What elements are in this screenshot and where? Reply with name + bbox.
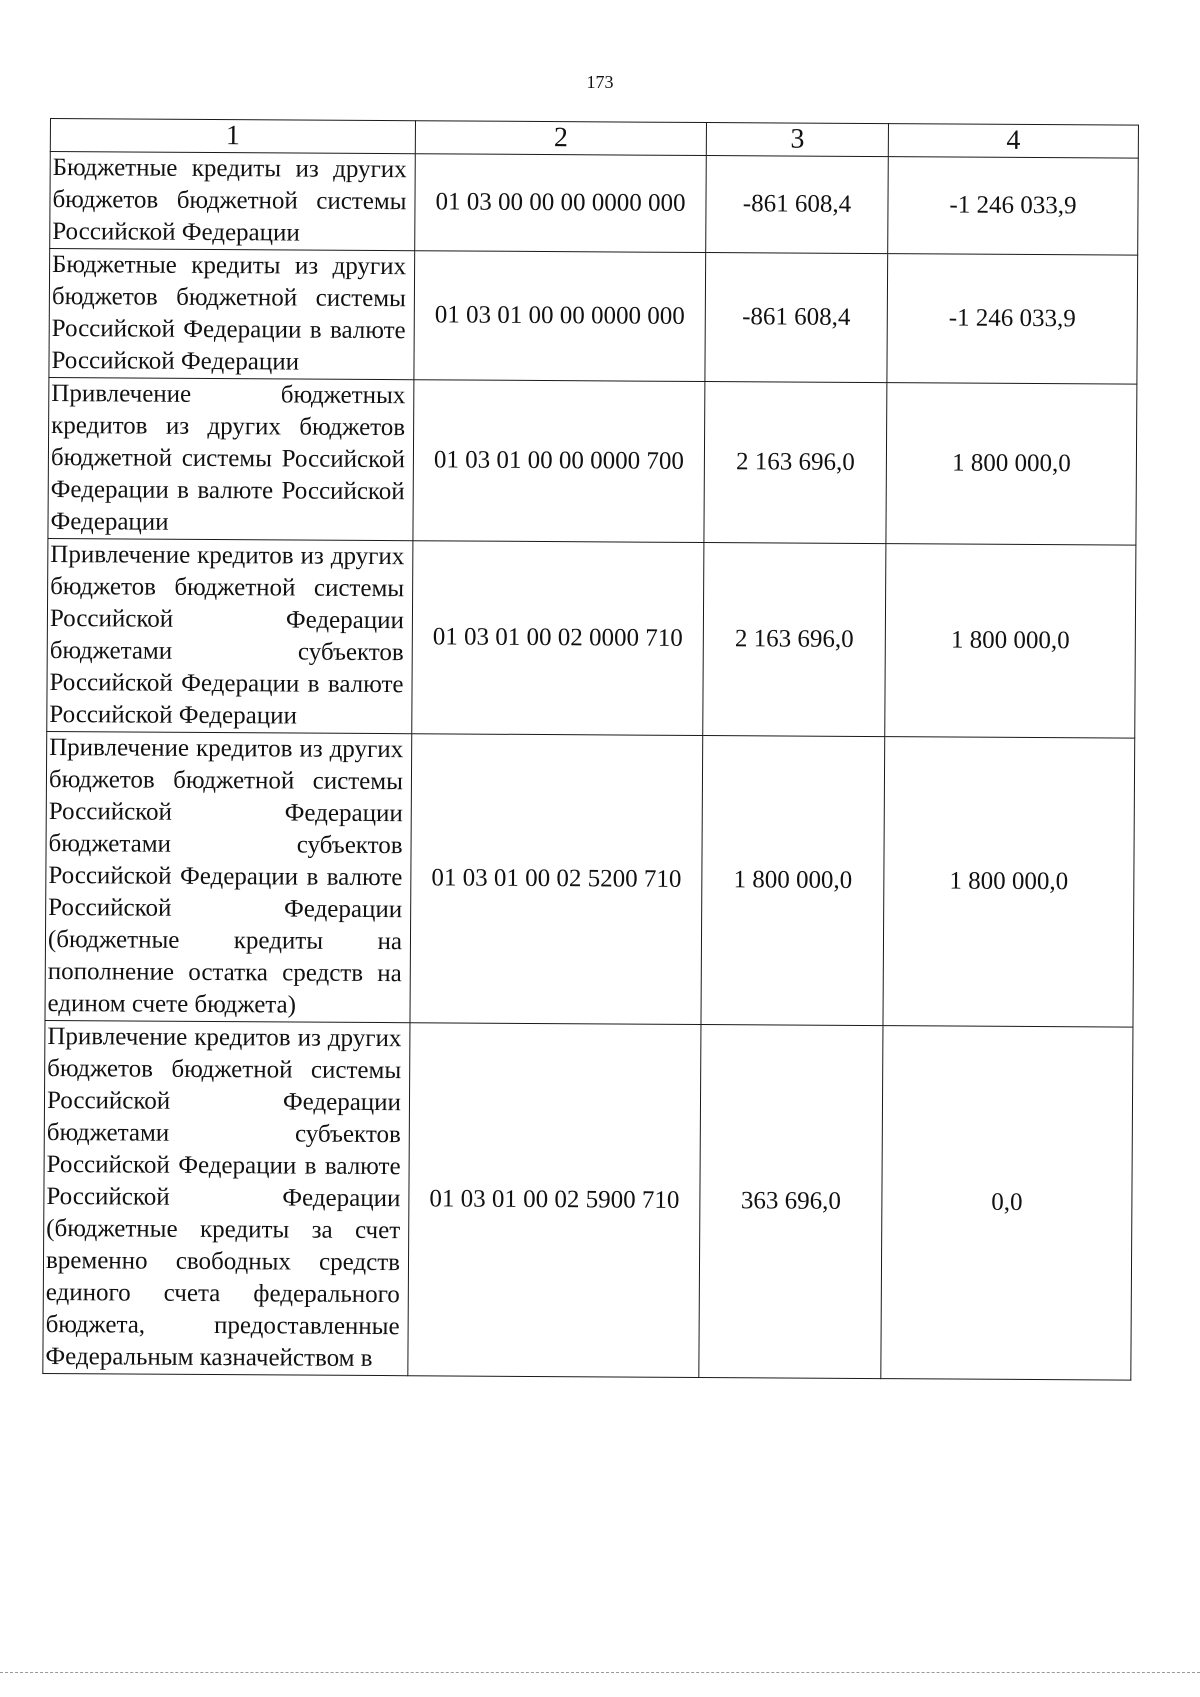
row-name-cell: Привлечение бюджетных кредитов из других бюджетов бюджетной системы Российской Федерации в валюте Российской Федерации (48, 377, 414, 540)
column-header-1: 1 (50, 119, 415, 154)
row-code-cell: 01 03 01 00 02 5200 710 (410, 734, 703, 1025)
row-value-3-cell: 363 696,0 (699, 1024, 883, 1378)
table-row (49, 249, 1138, 385)
page-number: 173 (586, 72, 614, 92)
table-row (48, 377, 1137, 545)
row-code-cell: 01 03 00 00 00 0000 000 (415, 154, 707, 253)
row-value-4-cell: -1 246 033,9 (887, 254, 1138, 385)
table-row (50, 152, 1139, 256)
row-code-cell: 01 03 01 00 00 0000 000 (414, 251, 706, 382)
row-value-3-cell: 1 800 000,0 (701, 735, 885, 1025)
row-value-3-cell: -861 608,4 (705, 253, 888, 383)
row-value-4-cell: 1 800 000,0 (883, 737, 1135, 1028)
row-value-4-cell: 0,0 (881, 1026, 1133, 1381)
table-row (47, 538, 1136, 738)
column-header-3: 3 (706, 123, 888, 157)
table-row (45, 731, 1135, 1027)
column-header-4: 4 (888, 124, 1138, 159)
row-name-cell: Бюджетные кредиты из других бюджетов бюджетной системы Российской Федерации в валюте Российской Федерации (49, 249, 415, 380)
page-bottom-rule (0, 1672, 1200, 1673)
row-name-cell: Бюджетные кредиты из других бюджетов бюджетной системы Российской Федерации (50, 152, 416, 251)
row-value-3-cell: 2 163 696,0 (704, 382, 887, 544)
row-value-4-cell: -1 246 033,9 (888, 157, 1139, 256)
row-code-cell: 01 03 01 00 00 0000 700 (413, 380, 705, 543)
row-value-4-cell: 1 800 000,0 (886, 383, 1137, 546)
row-code-cell: 01 03 01 00 02 0000 710 (412, 541, 704, 736)
row-name-cell: Привлечение кредитов из других бюджетов бюджетной системы Российской Федерации бюджетами субъектов Российской Федерации в валюте Российской Федерации (47, 538, 413, 733)
row-code-cell: 01 03 01 00 02 5900 710 (408, 1023, 701, 1378)
budget-credits-table (42, 118, 1139, 1381)
row-name-cell: Привлечение кредитов из других бюджетов бюджетной системы Российской Федерации бюджетами субъектов Российской Федерации в валюте Российской Федерации (бюджетные кредиты за счет временно свободных средств единого счета федерального бюджета, предоставленные Федеральным казначейством в (43, 1020, 410, 1375)
row-value-3-cell: -861 608,4 (706, 156, 889, 254)
column-header-2: 2 (415, 121, 706, 156)
row-name-cell: Привлечение кредитов из других бюджетов бюджетной системы Российской Федерации бюджетами субъектов Российской Федерации в валюте Российской Федерации (бюджетные кредиты на пополнение остатка средств на едином счете бюджета) (45, 731, 412, 1022)
row-value-4-cell: 1 800 000,0 (885, 544, 1136, 739)
table-row (43, 1020, 1133, 1380)
row-value-3-cell: 2 163 696,0 (703, 543, 886, 737)
